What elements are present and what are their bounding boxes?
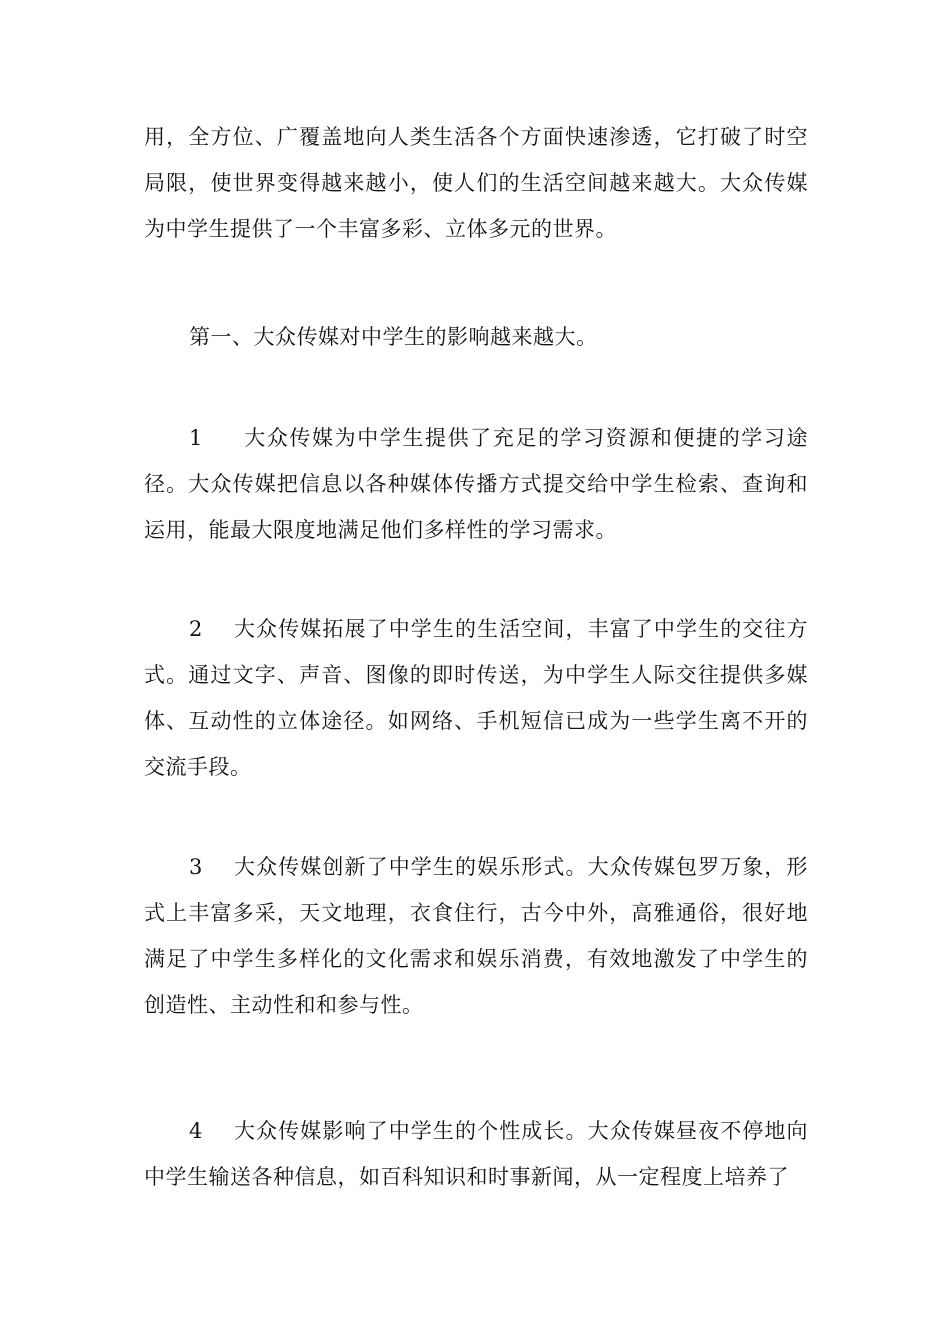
intro-paragraph: 用，全方位、广覆盖地向人类生活各个方面快速渗透，它打破了时空局限，使世界变得越来越小，使人们的生活空间越来越大。大众传媒为中学生提供了一个丰富多彩、立体多元的世界。 <box>144 125 808 241</box>
point-3-text: 大众传媒创新了中学生的娱乐形式。大众传媒包罗万象，形式上丰富多采，天文地理，衣食住行，古今中外，高雅通俗，很好地满足了中学生多样化的文化需求和娱乐消费，有效地激发了中学生的创造性、主动性和和参与性。 <box>144 855 809 1017</box>
point-1-paragraph <box>144 415 808 553</box>
point-4-paragraph <box>144 1108 808 1200</box>
point-3-number: 3 <box>189 855 203 879</box>
point-2-number: 2 <box>189 617 203 641</box>
point-1-text: 大众传媒为中学生提供了充足的学习资源和便捷的学习途径。大众传媒把信息以各种媒体传播方式提交给中学生检索、查询和运用，能最大限度地满足他们多样性的学习需求。 <box>144 426 808 542</box>
section-heading: 第一、大众传媒对中学生的影响越来越大。 <box>189 325 598 349</box>
point-2-paragraph <box>144 606 808 790</box>
point-1-number: 1 <box>189 426 203 450</box>
point-4-text: 大众传媒影响了中学生的个性成长。大众传媒昼夜不停地向中学生输送各种信息，如百科知识和时事新闻，从一定程度上培养了 <box>144 1119 809 1189</box>
point-2-text: 大众传媒拓展了中学生的生活空间，丰富了中学生的交往方式。通过文字、声音、图像的即时传送，为中学生人际交往提供多媒体、互动性的立体途径。如网络、手机短信已成为一些学生离不开的交流手段。 <box>144 617 809 779</box>
point-4-number: 4 <box>189 1119 203 1143</box>
point-3-paragraph <box>144 844 808 1028</box>
